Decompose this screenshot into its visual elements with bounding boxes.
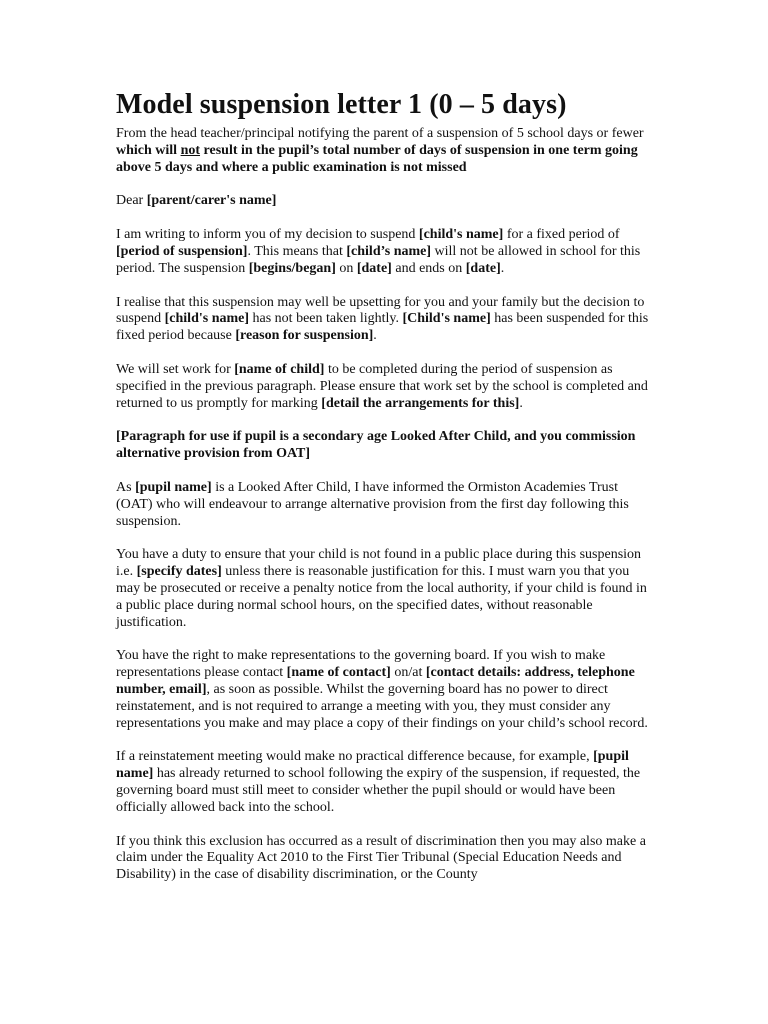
placeholder: [Child's name] [402, 311, 491, 327]
letter-body [116, 88, 656, 884]
text-run: to be completed during the period of suspension as specified in the previous paragraph. Please ensure that work set by the school is completed and returned to us promptly for marking [116, 361, 648, 411]
paragraph-duty [116, 547, 656, 631]
text-run: on/at [390, 665, 426, 681]
intro-paragraph [116, 126, 656, 176]
text-run: You have the right to make representations to the governing board. If you wish to make representations please contact [116, 648, 606, 681]
placeholder: [child's name] [418, 227, 504, 243]
text-run: , as soon as possible. Whilst the governing board has no power to direct reinstatement, and is not required to arrange a meeting with you, they must consider any representations you make and may place a copy of their findings on your child’s school record. [116, 681, 648, 731]
intro-bold-continued: result in the pupil’s total number of days of suspension in one term going above 5 days and where a public examination is not missed [116, 142, 638, 175]
text-run: has not been taken lightly. [249, 311, 403, 327]
placeholder: [begins/began] [248, 260, 336, 276]
placeholder: [detail the arrangements for this] [321, 395, 520, 411]
paragraph-work [116, 362, 656, 412]
text-run: . [373, 328, 377, 344]
placeholder: [date] [356, 260, 392, 276]
intro-text: From the head teacher/principal notifying the parent of a suspension of 5 school days or fewer [116, 126, 644, 141]
text-run: I am writing to inform you of my decision to suspend [116, 227, 419, 243]
placeholder: [name of child] [234, 361, 325, 377]
placeholder: [period of suspension] [116, 243, 248, 259]
placeholder: [pupil name] [116, 749, 629, 782]
paragraph-lac [116, 480, 656, 530]
paragraph-lac-heading [116, 429, 656, 463]
paragraph-decision [116, 227, 656, 277]
text-run: has already returned to school following the expiry of the suspension, if requested, the governing board must still meet to consider whether the pupil should or would have been officially allowed back into the school. [116, 766, 641, 815]
paragraph-discrimination [116, 834, 656, 884]
placeholder: [child's name] [164, 311, 250, 327]
placeholder: [child’s name] [346, 243, 432, 259]
text-run: You have a duty to ensure that your child is not found in a public place during this suspension i.e. [116, 547, 642, 580]
salutation-text: Dear [116, 193, 147, 209]
text-run: . [500, 260, 505, 276]
page-title: Model suspension letter 1 (0 – 5 days) [116, 89, 567, 120]
text-run: If you think this exclusion has occurred as a result of discrimination then you may also make a claim under the Equality Act 2010 to the First Tier Tribunal (Special Education Needs and Disability) in the case of disability discrimination, or the County [116, 833, 646, 883]
salutation [116, 193, 656, 210]
placeholder: [date] [465, 260, 501, 276]
text-run: If a reinstatement meeting would make no practical difference because, for example, [116, 749, 594, 765]
placeholder: [contact details: address, telephone number, email] [116, 665, 635, 697]
text-run: for a fixed period of [503, 227, 620, 243]
placeholder: [name of contact] [286, 665, 391, 681]
paragraph-representations [116, 648, 656, 732]
text-run: . [519, 395, 523, 411]
salutation-placeholder: [parent/carer's name] [146, 193, 277, 209]
text-run: and ends on [391, 260, 466, 276]
text-run: unless there is reasonable justification for this. I must warn you that you may be prosecuted or receive a penalty notice from the local authority, if your child is found in a public place during normal school hours, on the specified dates, without reasonable justification. [116, 564, 647, 630]
placeholder: [pupil name] [135, 479, 212, 495]
placeholder: [specify dates] [136, 564, 222, 580]
text-run: We will set work for [116, 361, 235, 377]
text-run: . This means that [247, 243, 347, 259]
text-run: is a Looked After Child, I have informed the Ormiston Academies Trust (OAT) who will endeavour to arrange alternative provision from the first day following this suspension. [116, 479, 629, 529]
intro-bold: which will [116, 142, 181, 158]
text-run: will not be allowed in school for this period. The suspension [116, 243, 641, 276]
placeholder: [reason for suspension] [235, 328, 374, 344]
text-run: has been suspended for this fixed period because [116, 311, 649, 344]
intro-underlined-not: not [180, 142, 201, 158]
paragraph-reason [116, 295, 656, 345]
text-run: As [116, 479, 136, 495]
lac-heading-text: [Paragraph for use if pupil is a secondary age Looked After Child, and you commission alternative provision from OAT] [116, 429, 636, 462]
paragraph-reinstatement [116, 749, 656, 816]
text-run: on [335, 260, 357, 276]
text-run: I realise that this suspension may well be upsetting for you and your family but the decision to suspend [116, 294, 645, 327]
